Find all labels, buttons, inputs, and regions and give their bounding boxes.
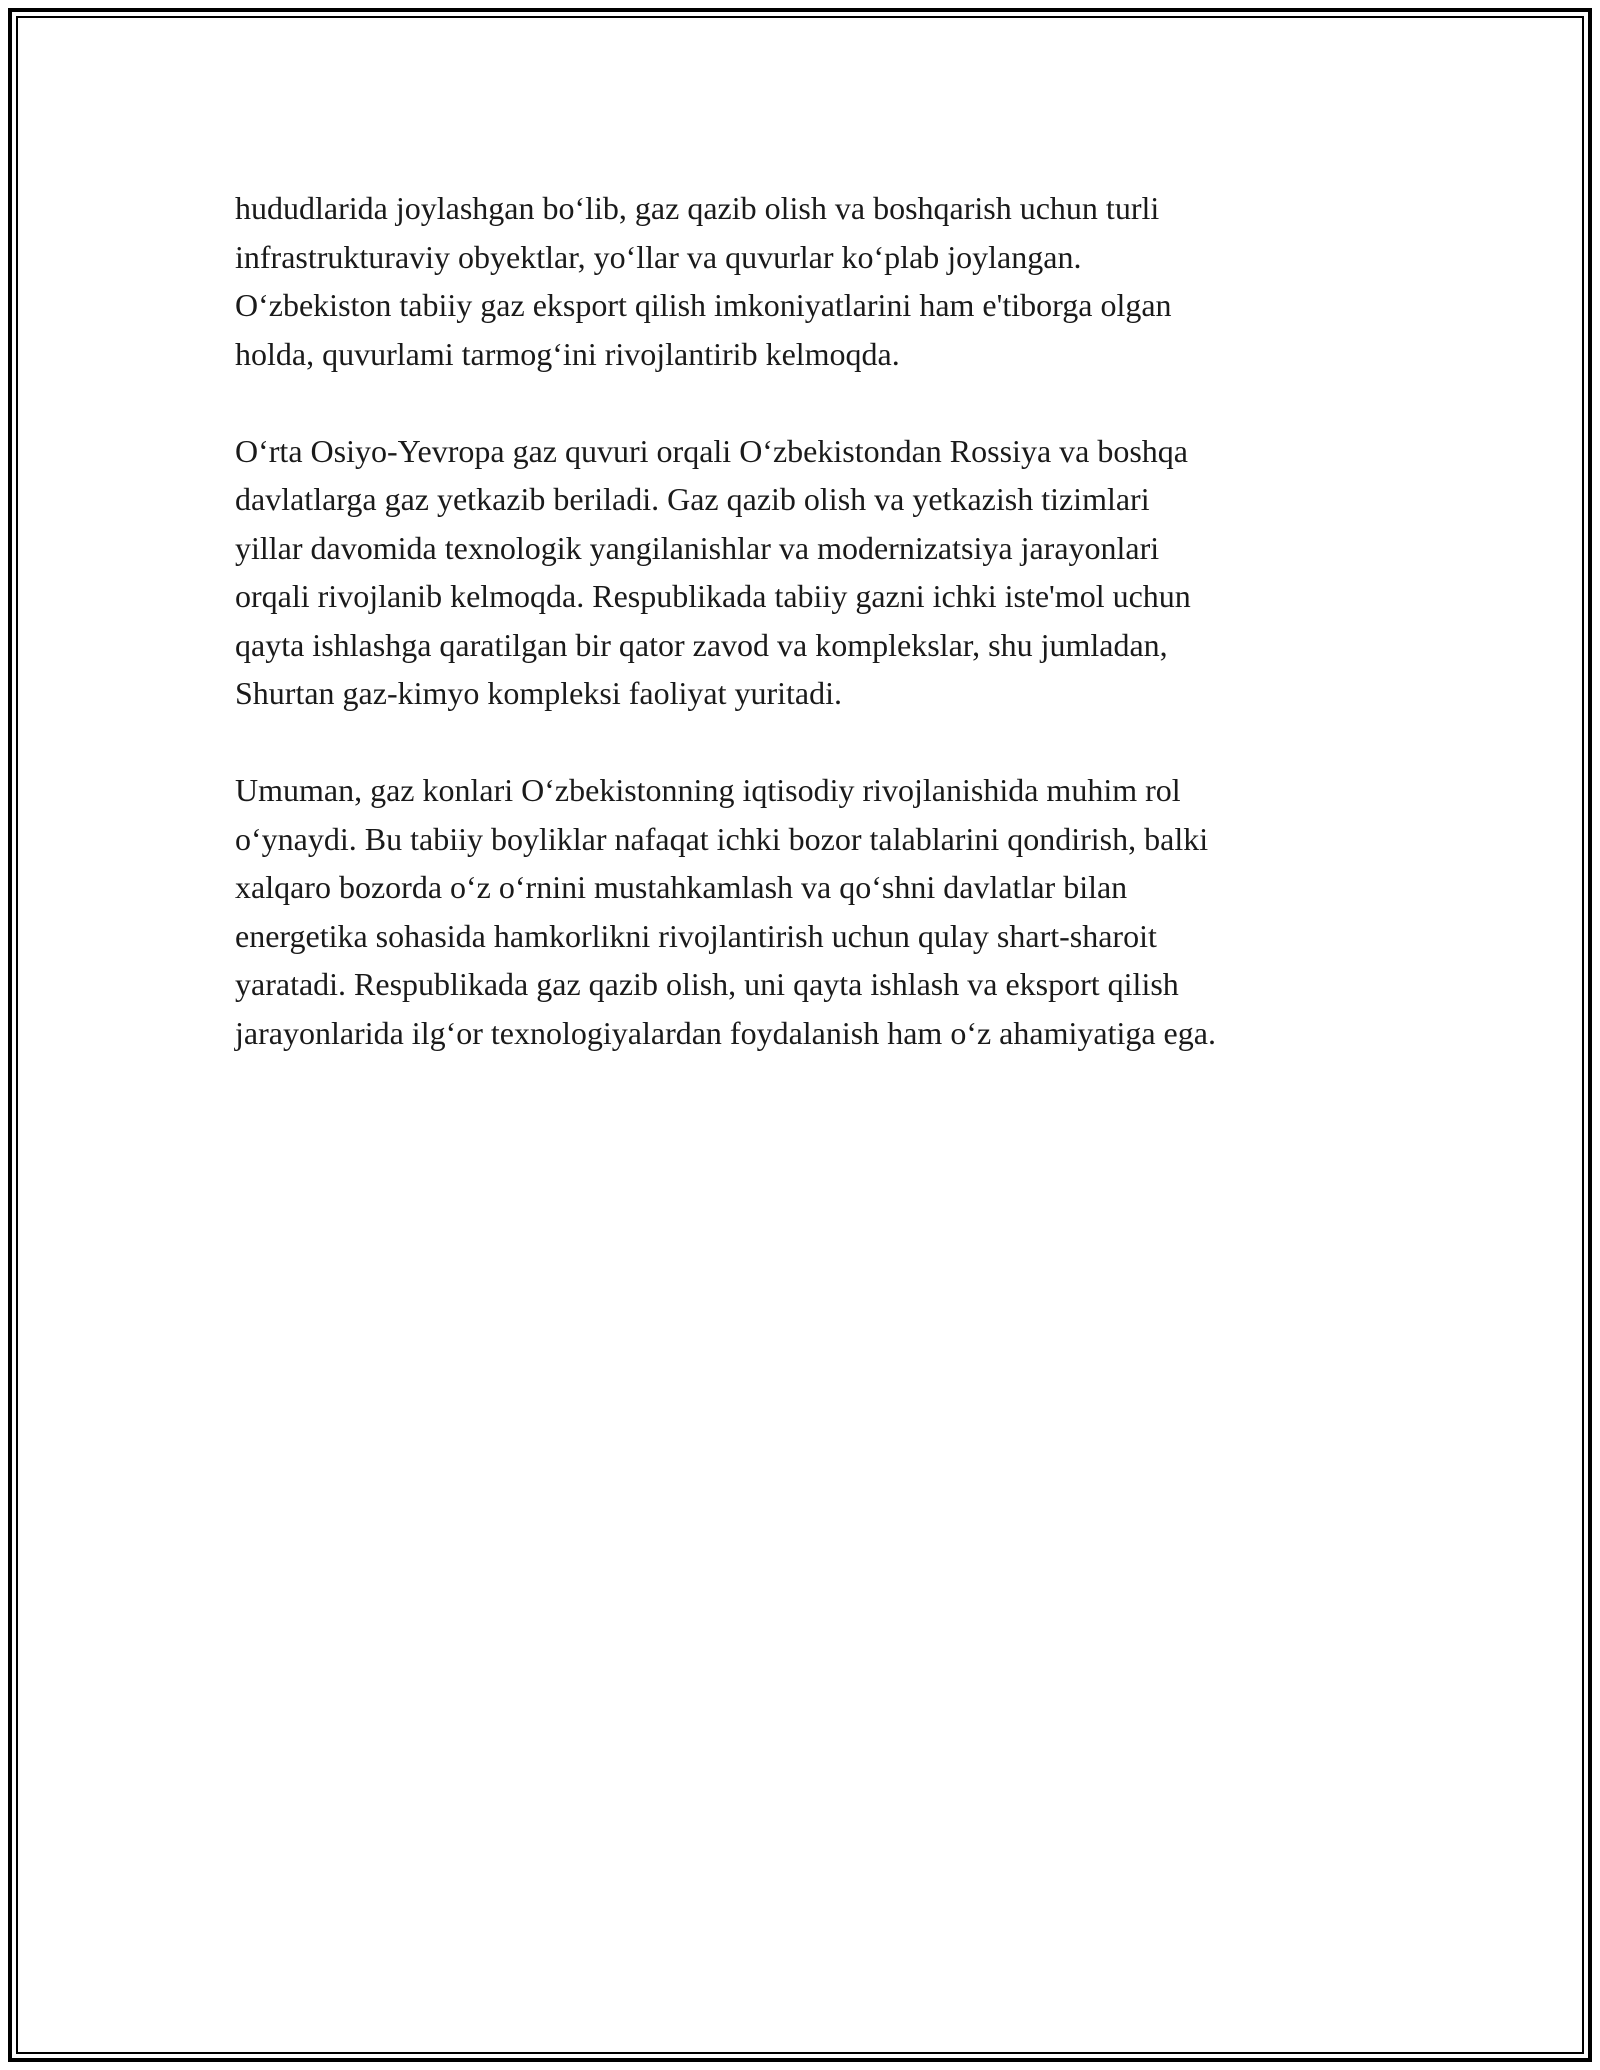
paragraph-line: Shurtan gaz-kimyo kompleksi faoliyat yuritadi. (235, 675, 842, 711)
paragraph-line: energetika sohasida hamkorlikni rivojlantirish uchun qulay shart-sharoit (235, 917, 1157, 954)
paragraph-line: o‘ynaydi. Bu tabiiy boyliklar nafaqat ichki bozor talablarini qondirish, balki (235, 820, 1209, 857)
paragraph-line: O‘rta Osiyo-Yevropa gaz quvuri orqali O‘zbekistondan Rossiya va boshqa (235, 432, 1188, 469)
paragraph-line: holda, quvurlami tarmog‘ini rivojlantirib kelmoqda. (235, 335, 900, 372)
paragraph-line: qayta ishlashga qaratilgan bir qator zavod va komplekslar, shu jumladan, (235, 626, 1168, 663)
paragraph-line: davlatlarga gaz yetkazib beriladi. Gaz qazib olish va yetkazish tizimlari (235, 481, 1150, 517)
paragraph-line: hududlarida joylashgan bo‘lib, gaz qazib olish va boshqarish uchun turli (235, 190, 1160, 226)
paragraph-line: yillar davomida texnologik yangilanishlar va modernizatsiya jarayonlari (235, 529, 1160, 566)
paragraph-line: jarayonlarida ilg‘or texnologiyalardan foydalanish ham o‘z ahamiyatiga ega. (235, 1014, 1216, 1051)
paragraph-line: yaratadi. Respublikada gaz qazib olish, uni qayta ishlash va eksport qilish (235, 966, 1179, 1002)
paragraph-3 (235, 766, 1375, 1057)
paragraph-2 (235, 427, 1375, 718)
paragraph-line: Umuman, gaz konlari O‘zbekistonning iqtisodiy rivojlanishida muhim rol (235, 772, 1181, 808)
document-body (235, 184, 1375, 1106)
paragraph-line: xalqaro bozorda o‘z o‘rnini mustahkamlash va qo‘shni davlatlar bilan (235, 869, 1128, 905)
paragraph-1 (235, 184, 1375, 378)
paragraph-line: infrastrukturaviy obyektlar, yo‘llar va quvurlar ko‘plab joylangan. (235, 238, 1082, 275)
paragraph-line: O‘zbekiston tabiiy gaz eksport qilish imkoniyatlarini ham e'tiborga olgan (235, 287, 1172, 323)
paragraph-line: orqali rivojlanib kelmoqda. Respublikada tabiiy gazni ichki iste'mol uchun (235, 578, 1191, 614)
